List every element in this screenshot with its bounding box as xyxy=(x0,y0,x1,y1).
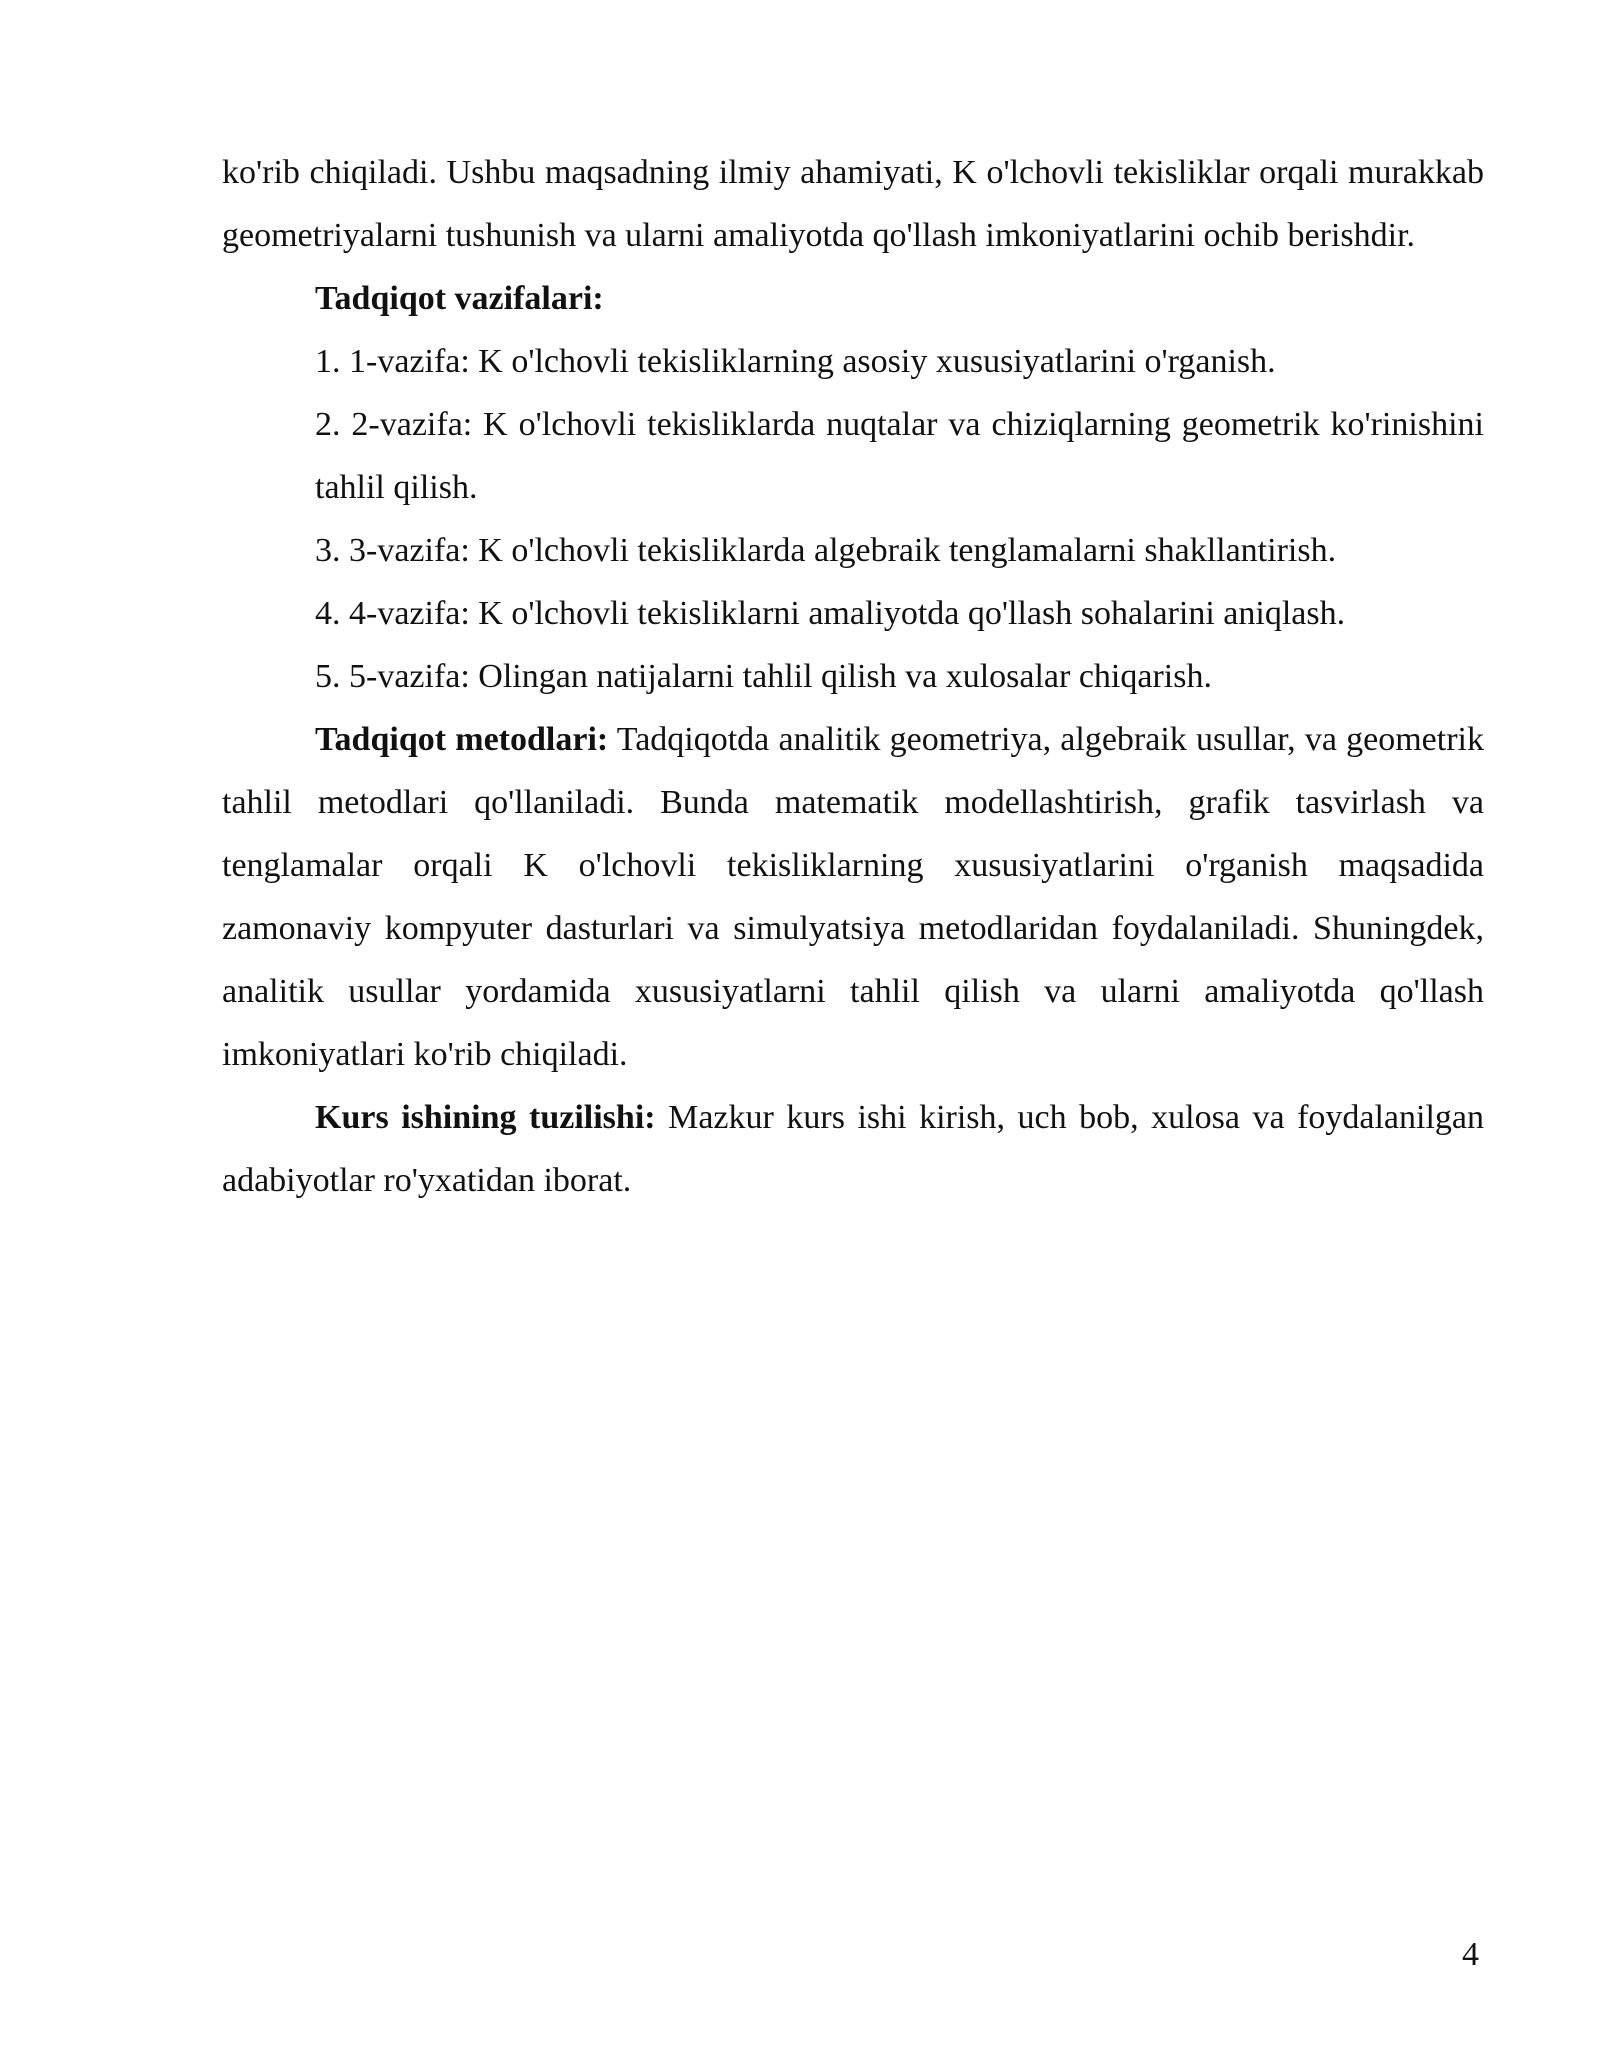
page-number: 4 xyxy=(1462,1936,1479,1973)
intro-paragraph: ko'rib chiqiladi. Ushbu maqsadning ilmiy ahamiyati, K o'lchovli tekisliklar orqali murakkab geometriyalarni tushunish va ularni amaliyotda qo'llash imkoniyatlarini ochib berishdir. xyxy=(222,154,1484,254)
methods-label: Tadqiqot metodlari: xyxy=(315,721,609,758)
task-item-1: 1. 1-vazifa: K o'lchovli tekisliklarning asosiy xususiyatlarini o'rganish. xyxy=(315,343,1276,380)
tasks-heading: Tadqiqot vazifalari: xyxy=(315,280,604,317)
methods-paragraph xyxy=(222,708,1484,1086)
structure-paragraph xyxy=(222,1086,1484,1212)
tasks-list xyxy=(222,330,1484,708)
document-page xyxy=(222,141,1484,1212)
structure-text: Mazkur kurs ishi kirish, uch bob, xulosa va foydalanilgan adabiyotlar ro'yxatidan iborat. xyxy=(222,1099,1485,1199)
task-item-3: 3. 3-vazifa: K o'lchovli tekisliklarda algebraik tenglamalarni shakllantirish. xyxy=(315,532,1337,569)
task-item-4: 4. 4-vazifa: K o'lchovli tekisliklarni amaliyotda qo'llash sohalarini aniqlash. xyxy=(315,595,1346,632)
task-item-2: 2. 2-vazifa: K o'lchovli tekisliklarda nuqtalar va chiziqlarning geometrik ko'rinishini tahlil qilish. xyxy=(315,406,1484,506)
structure-label: Kurs ishining tuzilishi: xyxy=(315,1099,656,1136)
task-item-5: 5. 5-vazifa: Olingan natijalarni tahlil qilish va xulosalar chiqarish. xyxy=(315,658,1212,695)
methods-text: Tadqiqotda analitik geometriya, algebraik usullar, va geometrik tahlil metodlari qo'llaniladi. Bunda matematik modellashtirish, grafik tasvirlash va tenglamalar orqali K o'lchovli tekisliklarning xususiyatlarini o'rganish maqsadida zamonaviy kompyuter dasturlari va simulyatsiya metodlaridan foydalaniladi. Shuningdek, analitik usullar yordamida xususiyatlarni tahlil qilish va ularni amaliyotda qo'llash imkoniyatlari ko'rib chiqiladi. xyxy=(222,721,1484,1073)
